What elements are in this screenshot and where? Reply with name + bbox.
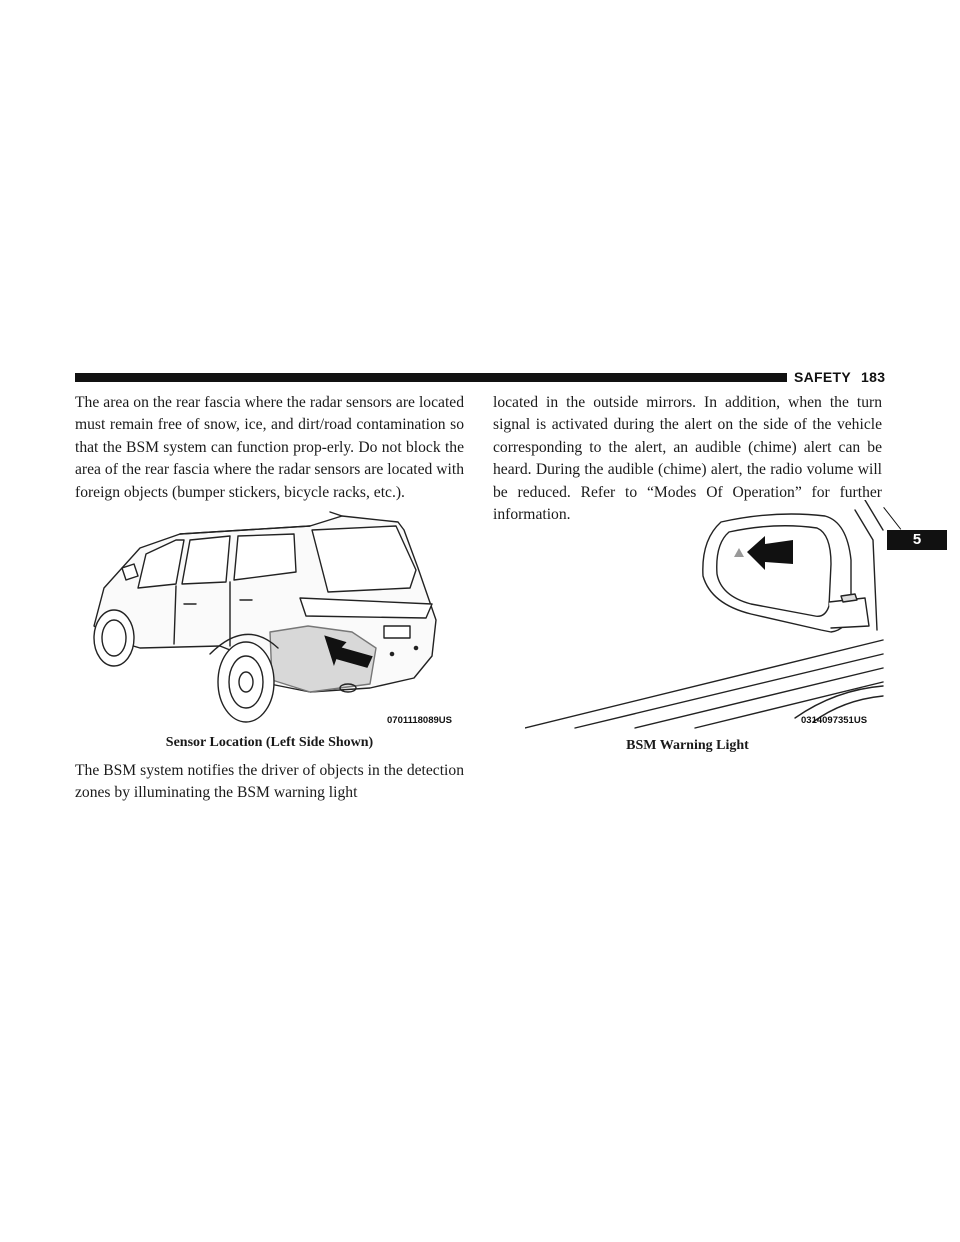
bsm-warning-light-figure: [525, 500, 885, 738]
figure-1-code: 0701118089US: [387, 715, 452, 726]
figure-2-code: 0314097351US: [801, 715, 868, 726]
chapter-tab: 5: [887, 530, 947, 550]
section-title: SAFETY: [794, 369, 852, 385]
left-paragraph-1: The area on the rear fascia where the radar sensors are located must remain free of snow, ice, and dirt/road contamination so that the BSM system can function prop-erly. Do not block the area of the rear fascia where the radar sensors are located with foreign objects (bumper stickers, bicycle racks, etc.).: [75, 394, 464, 501]
left-paragraph-2: The BSM system notifies the driver of objects in the detection zones by illuminating the BSM warning light: [75, 762, 464, 802]
chapter-tab-leader: [883, 507, 901, 530]
figure-1-caption: Sensor Location (Left Side Shown): [165, 735, 374, 750]
page-number: 183: [861, 369, 886, 385]
header-rule: [75, 373, 787, 382]
sensor-location-figure: [80, 508, 472, 730]
figure-2-caption: BSM Warning Light: [626, 738, 749, 753]
right-paragraph-1: located in the outside mirrors. In addition, when the turn signal is activated during the alert on the side of the vehicle corresponding to the alert, an audible (chime) alert can be heard. During the audible (chime) alert, the radio volume will be reduced. Refer to “Modes Of Operation” for further information.: [493, 394, 882, 524]
running-header: [794, 369, 885, 385]
